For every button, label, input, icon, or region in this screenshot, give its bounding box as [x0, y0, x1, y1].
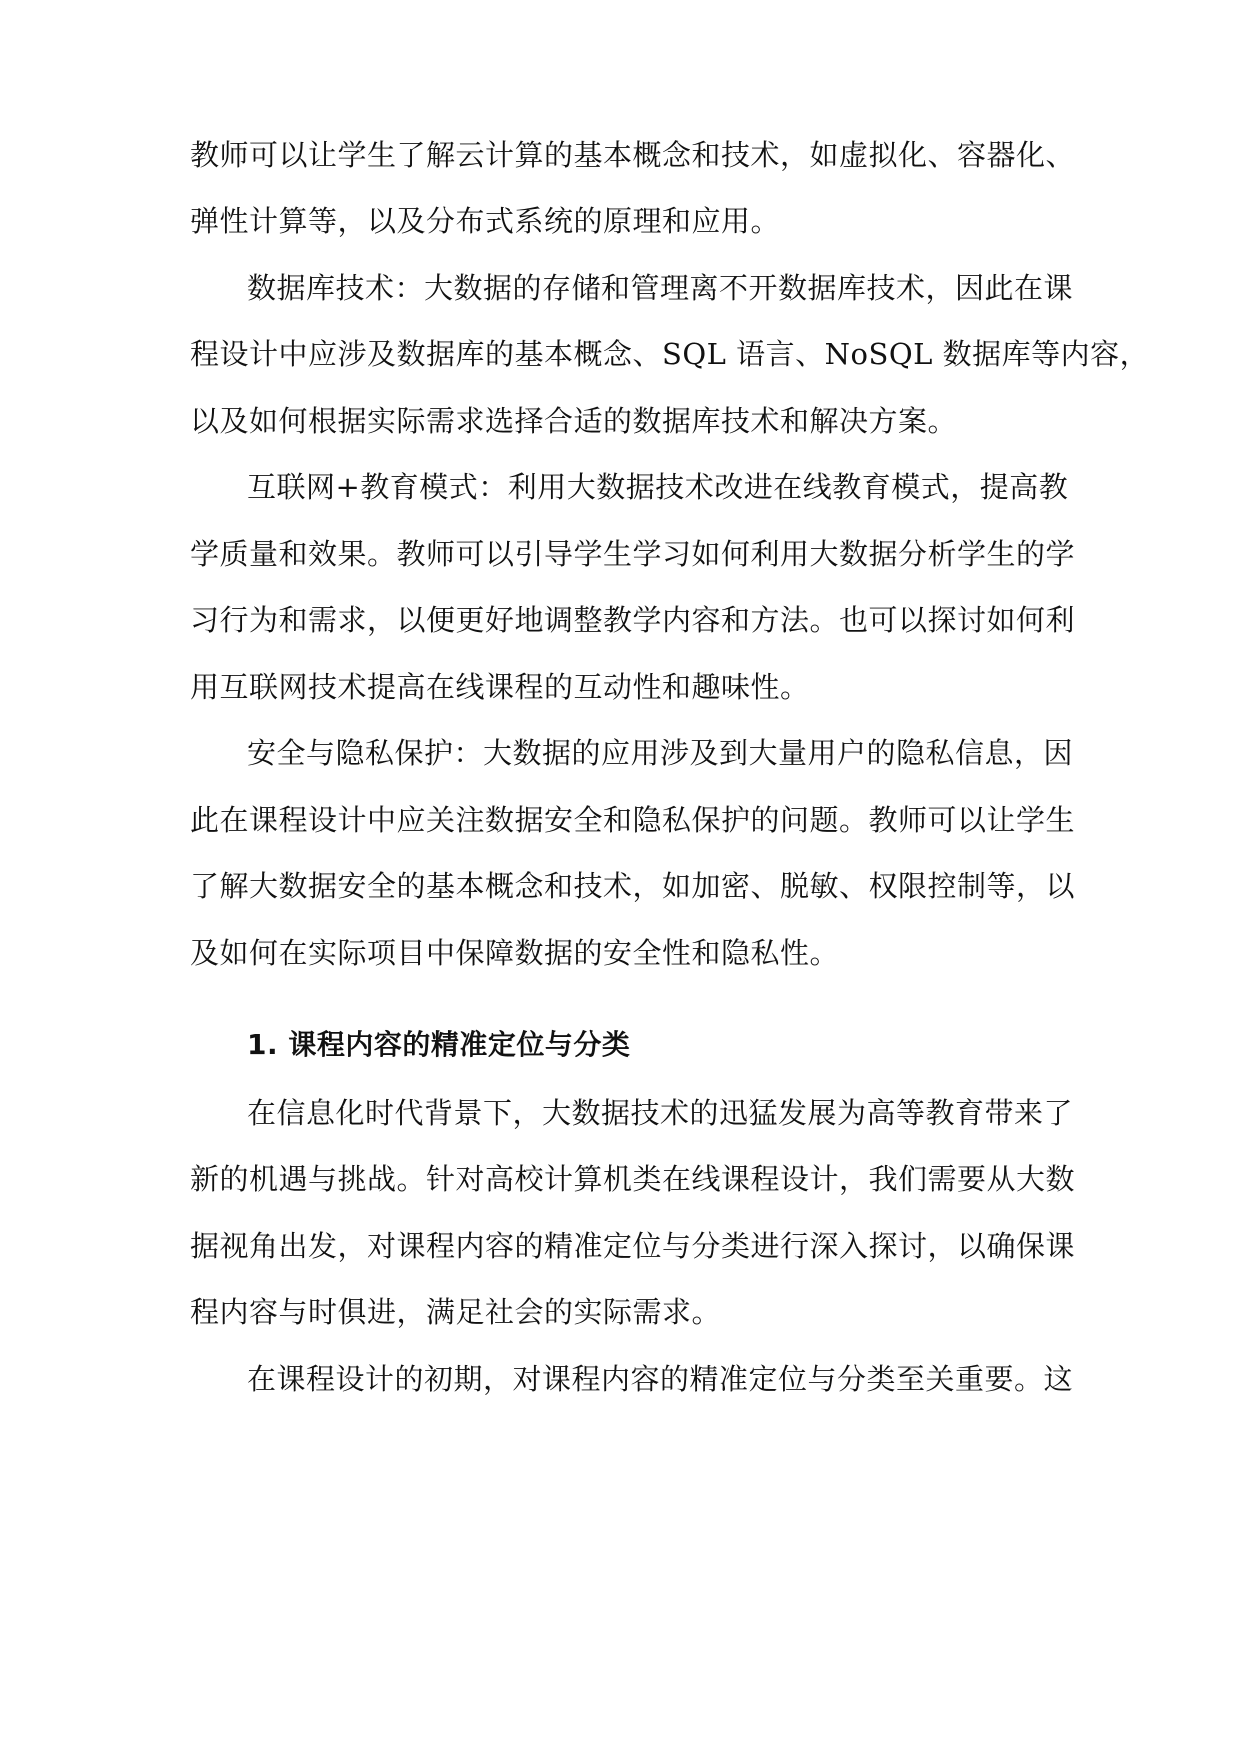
text-line: 以及如何根据实际需求选择合适的数据库技术和解决方案。	[190, 404, 958, 438]
text-line: 据视角出发，对课程内容的精准定位与分类进行深入探讨，以确保课	[190, 1229, 1076, 1263]
text-line: 安全与隐私保护：大数据的应用涉及到大量用户的隐私信息，因	[247, 736, 1074, 770]
text-line: 用互联网技术提高在线课程的互动性和趣味性。	[190, 670, 810, 704]
text-line: 在课程设计的初期，对课程内容的精准定位与分类至关重要。这	[247, 1362, 1074, 1396]
section-heading: 1. 课程内容的精准定位与分类	[247, 1028, 631, 1061]
text-line: 此在课程设计中应关注数据安全和隐私保护的问题。教师可以让学生	[190, 803, 1076, 837]
text-line: 在信息化时代背景下，大数据技术的迅猛发展为高等教育带来了	[247, 1096, 1074, 1130]
text-line: 程内容与时俱进，满足社会的实际需求。	[190, 1295, 722, 1329]
text-line: 互联网+教育模式：利用大数据技术改进在线教育模式，提高教	[247, 470, 1069, 504]
text-line: 习行为和需求，以便更好地调整教学内容和方法。也可以探讨如何利	[190, 603, 1076, 637]
text-line: 了解大数据安全的基本概念和技术，如加密、脱敏、权限控制等，以	[190, 869, 1076, 903]
text-line: 教师可以让学生了解云计算的基本概念和技术，如虚拟化、容器化、	[190, 138, 1076, 172]
text-line: 程设计中应涉及数据库的基本概念、SQL 语言、NoSQL 数据库等内容，	[190, 337, 1150, 371]
text-line: 及如何在实际项目中保障数据的安全性和隐私性。	[190, 936, 840, 970]
text-line: 新的机遇与挑战。针对高校计算机类在线课程设计，我们需要从大数	[190, 1162, 1076, 1196]
text-line: 数据库技术：大数据的存储和管理离不开数据库技术，因此在课	[247, 271, 1074, 305]
text-line: 弹性计算等，以及分布式系统的原理和应用。	[190, 204, 781, 238]
text-line: 学质量和效果。教师可以引导学生学习如何利用大数据分析学生的学	[190, 537, 1076, 571]
